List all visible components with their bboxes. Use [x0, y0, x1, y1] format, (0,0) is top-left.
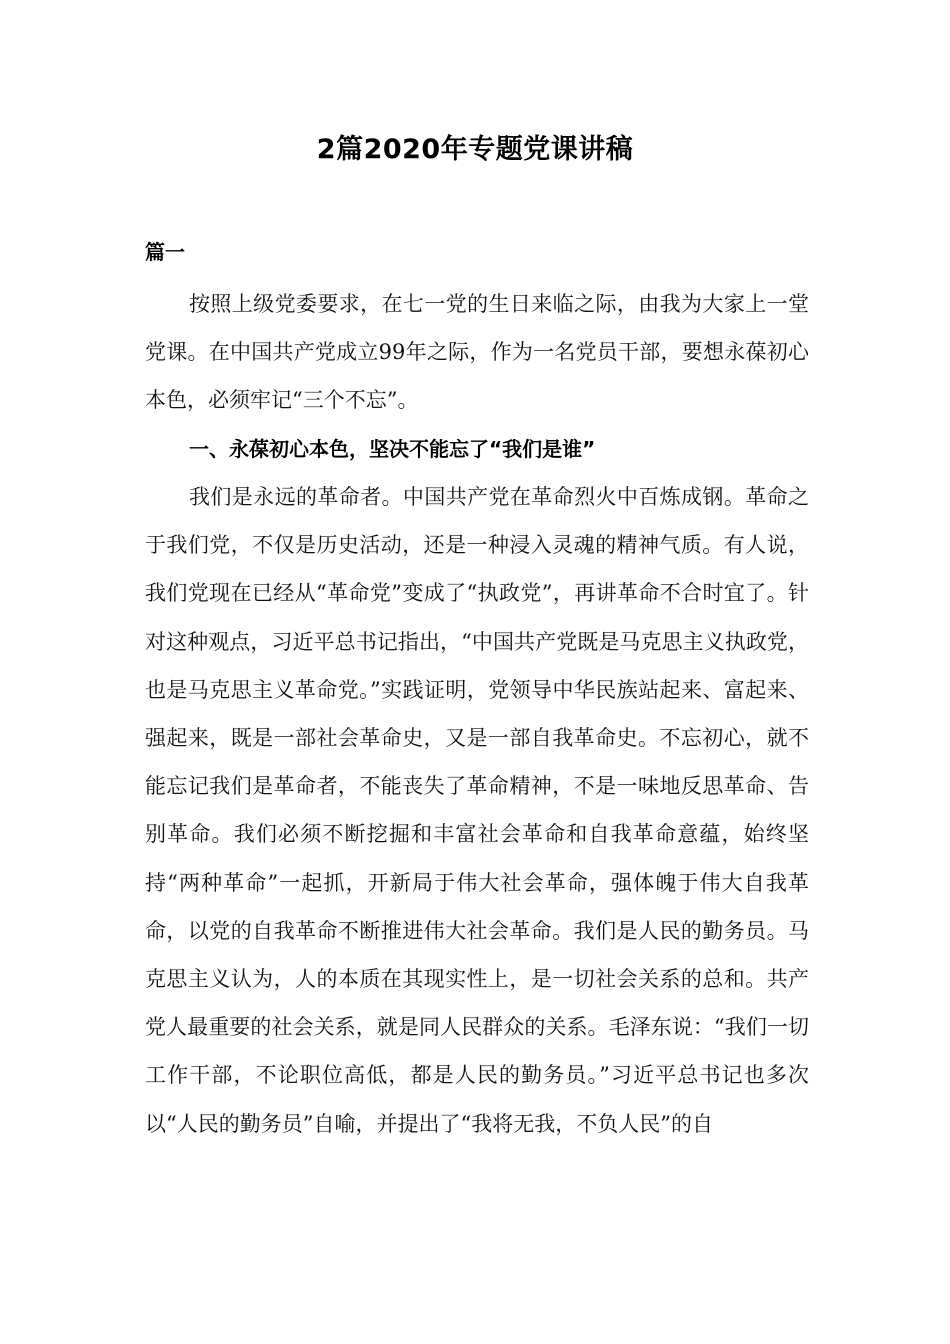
section-heading: 一、永葆初心本色，坚决不能忘了“我们是谁”: [189, 437, 596, 461]
section-label: 篇一: [145, 240, 185, 264]
paragraph-intro: 按照上级党委要求，在七一党的生日来临之际，由我为大家上一堂党课。在中国共产党成立99年之际，作为一名党员干部，要想永葆初心本色，必须牢记“三个不忘”。: [145, 292, 809, 413]
document-title: 2篇2020年专题党课讲稿: [316, 134, 634, 165]
paragraph-body: 我们是永远的革命者。中国共产党在革命烈火中百炼成钢。革命之于我们党，不仅是历史活动，还是一种浸入灵魂的精神气质。有人说，我们党现在已经从“革命党”变成了“执政党”，再讲革命不合时宜了。针对这种观点，习近平总书记指出，“中国共产党既是马克思主义执政党，也是马克思主义革命党。”实践证明，党领导中华民族站起来、富起来、强起来，既是一部社会革命史，又是一部自我革命史。不忘初心，就不能忘记我们是革命者，不能丧失了革命精神，不是一味地反思革命、告别革命。我们必须不断挖掘和丰富社会革命和自我革命意蕴，始终坚持“两种革命”一起抓，开新局于伟大社会革命，强体魄于伟大自我革命，以党的自我革命不断推进伟大社会革命。我们是人民的勤务员。马克思主义认为，人的本质在其现实性上，是一切社会关系的总和。共产党人最重要的社会关系，就是同人民群众的关系。毛泽东说：“我们一切工作干部，不论职位高低，都是人民的勤务员。”习近平总书记也多次以“人民的勤务员”自喻，并提出了“我将无我，不负人民”的自: [145, 485, 809, 1136]
